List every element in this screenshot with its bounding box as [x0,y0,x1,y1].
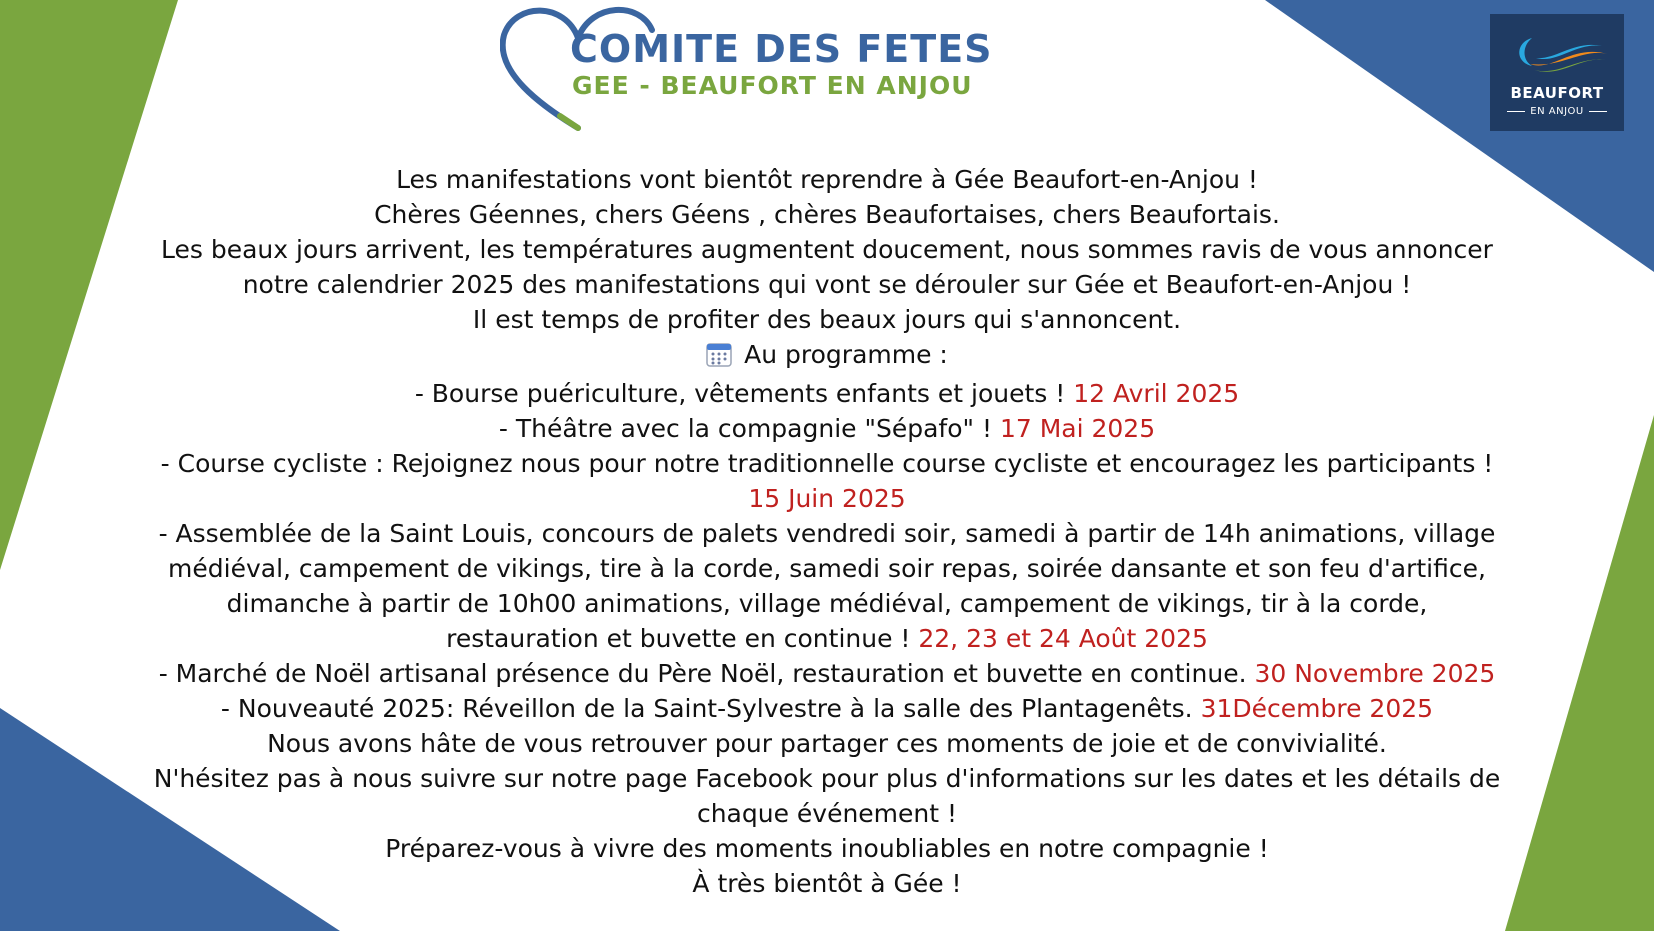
event-description: restauration et buvette en continue ! [446,624,919,653]
event-date: 31Décembre 2025 [1200,694,1434,723]
event-bourse [110,376,1544,411]
beaufort-logo-sub: EN ANJOU [1490,106,1624,117]
event-description: - Bourse puériculture, vêtements enfants et jouets ! [414,379,1074,408]
intro-line-3: Il est temps de profiter des beaux jours qui s'annoncent. [472,305,1182,334]
beaufort-logo-name: BEAUFORT [1510,84,1604,102]
intro-line-2b: notre calendrier 2025 des manifestations qui vont se dérouler sur Gée et Beaufort-en-Anjou ! [242,270,1412,299]
greeting-line: Chères Géennes, chers Géens , chères Beaufortaises, chers Beaufortais. [374,200,1280,229]
comite-subtitle: GEE - BEAUFORT EN ANJOU [572,71,973,100]
closing-line-2b: chaque événement ! [696,799,958,828]
beaufort-en-anjou-logo [1490,14,1624,131]
comite-title: COMITE DES FETES [570,27,993,71]
event-saint-louis-line-2: médiéval, campement de vikings, tire à la corde, samedi soir repas, soirée dansante et son feu d'artifice, [168,554,1486,583]
program-heading: Au programme : [744,340,948,369]
event-description: - Théâtre avec la compagnie "Sépafo" ! [498,414,1000,443]
closing-line-4: À très bientôt à Gée ! [692,869,962,898]
event-saint-louis-line-4 [110,621,1544,656]
event-course-description: - Course cycliste : Rejoignez nous pour notre traditionnelle course cycliste et encouragez les participants ! [160,449,1494,478]
closing-line-3: Préparez-vous à vivre des moments inoubliables en notre compagnie ! [385,834,1269,863]
intro-line-2a: Les beaux jours arrivent, les températures augmentent doucement, nous sommes ravis de vous annoncer [161,235,1493,264]
event-saint-louis-line-1: - Assemblée de la Saint Louis, concours de palets vendredi soir, samedi à partir de 14h animations, village [158,519,1496,548]
event-date: 30 Novembre 2025 [1254,659,1496,688]
heart-logo-icon [500,0,1060,135]
event-saint-louis-line-3: dimanche à partir de 10h00 animations, village médiéval, campement de vikings, tir à la corde, [226,589,1428,618]
event-reveillon [110,691,1544,726]
event-date: 12 Avril 2025 [1073,379,1240,408]
closing-line-1: Nous avons hâte de vous retrouver pour partager ces moments de joie et de convivialité. [267,729,1387,758]
intro-line-1: Les manifestations vont bientôt reprendre à Gée Beaufort-en-Anjou ! [396,165,1258,194]
event-date: 22, 23 et 24 Août 2025 [918,624,1208,653]
event-course-date: 15 Juin 2025 [748,484,906,513]
event-marche-noel [110,656,1544,691]
program-heading-line [110,337,1544,376]
closing-line-2a: N'hésitez pas à nous suivre sur notre page Facebook pour plus d'informations sur les dates et les détails de [153,764,1501,793]
event-description: - Nouveauté 2025: Réveillon de la Saint-Sylvestre à la salle des Plantagenêts. [220,694,1201,723]
comite-des-fetes-logo [500,0,1060,135]
event-description: - Marché de Noël artisanal présence du Père Noël, restauration et buvette en continue. [158,659,1255,688]
beaufort-wave-icon [1490,14,1624,84]
calendar-icon [706,341,732,376]
event-date: 17 Mai 2025 [999,414,1156,443]
event-theatre [110,411,1544,446]
announcement-text [110,162,1544,901]
